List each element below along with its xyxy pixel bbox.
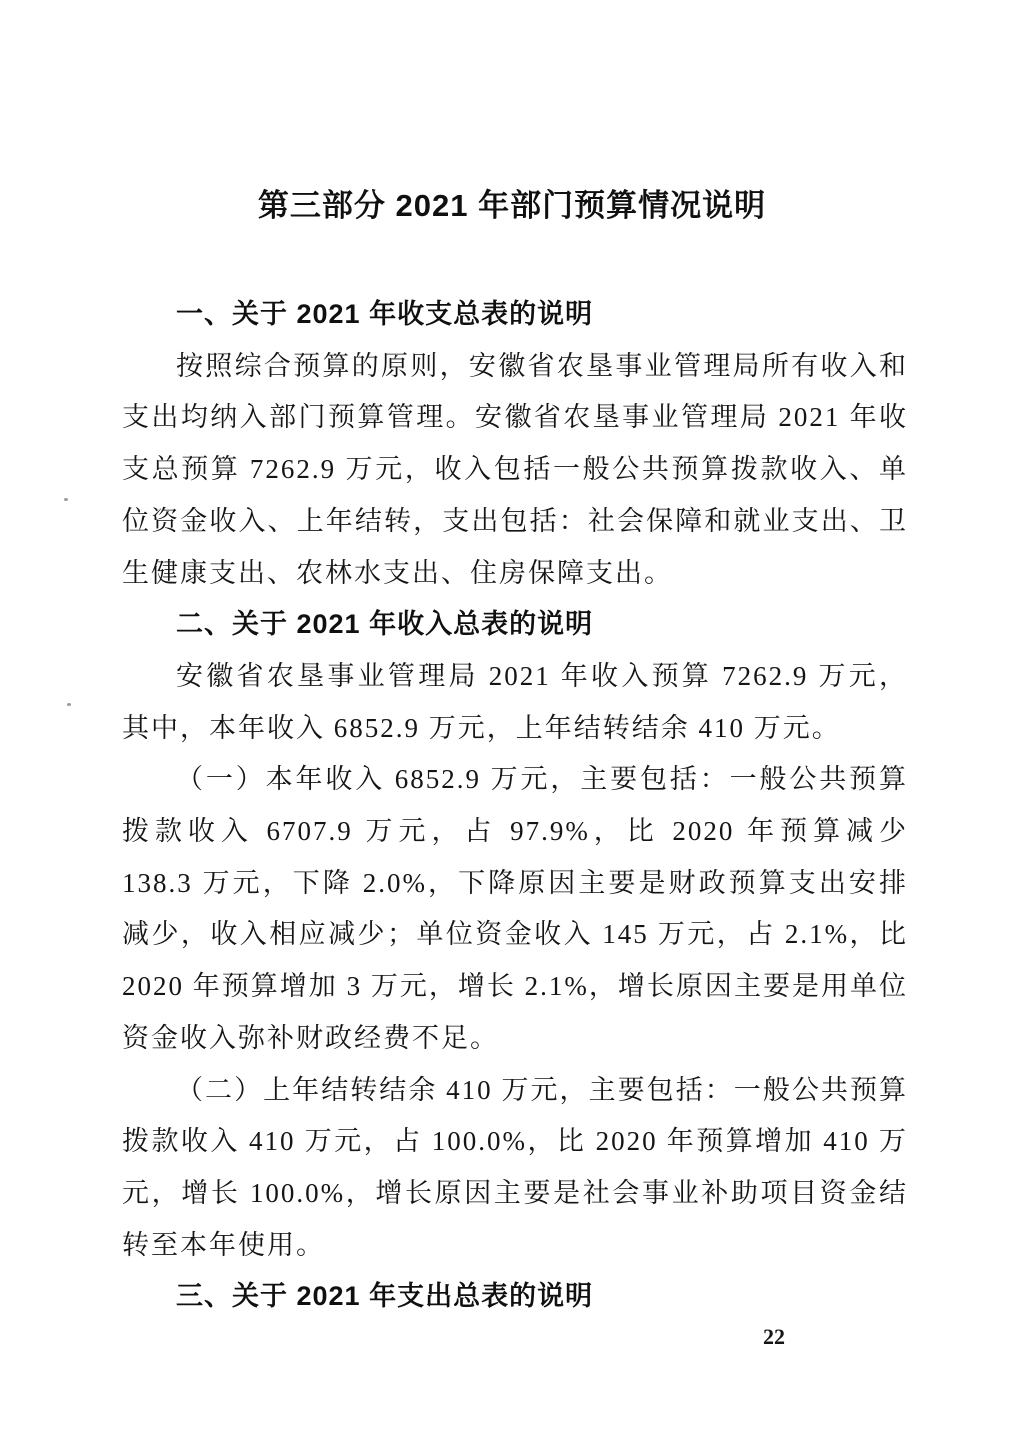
section-2-paragraph-2: （一）本年收入 6852.9 万元，主要包括：一般公共预算拨款收入 6707.9 万元，占 97.9%，比 2020 年预算减少 138.3 万元，下降 2.0%，下降原因主要是财政预算支出安排减少，收入相应减少；单位资金收入 145 万元，占 2.1%，比 2020 年预算增加 3 万元，增长 2.1%，增长原因主要是用单位资金收入弥补财政经费不足。 xyxy=(122,764,908,1053)
scan-speck xyxy=(67,703,71,706)
document-title: 第三部分 2021 年部门预算情况说明 xyxy=(257,188,767,223)
section-1-heading: 一、关于 2021 年收支总表的说明 xyxy=(176,299,594,329)
document-body xyxy=(122,289,908,1323)
page-number: 22 xyxy=(763,1324,785,1349)
section-1-paragraph-1: 按照综合预算的原则，安徽省农垦事业管理局所有收入和支出均纳入部门预算管理。安徽省农垦事业管理局 2021 年收支总预算 7262.9 万元，收入包括一般公共预算拨款收入、单位资金收入、上年结转，支出包括：社会保障和就业支出、卫生健康支出、农林水支出、住房保障支出。 xyxy=(122,350,908,588)
section-2-heading: 二、关于 2021 年收入总表的说明 xyxy=(176,609,594,640)
section-2-paragraph-3: （二）上年结转结余 410 万元，主要包括：一般公共预算拨款收入 410 万元，占 100.0%，比 2020 年预算增加 410 万元，增长 100.0%，增长原因主要是社会事业补助项目资金结转至本年使用。 xyxy=(122,1074,908,1260)
scan-speck xyxy=(64,498,68,501)
section-2-paragraph-1: 安徽省农垦事业管理局 2021 年收入预算 7262.9 万元，其中，本年收入 6852.9 万元，上年结转结余 410 万元。 xyxy=(122,660,908,743)
section-3-heading: 三、关于 2021 年支出总表的说明 xyxy=(176,1281,594,1312)
